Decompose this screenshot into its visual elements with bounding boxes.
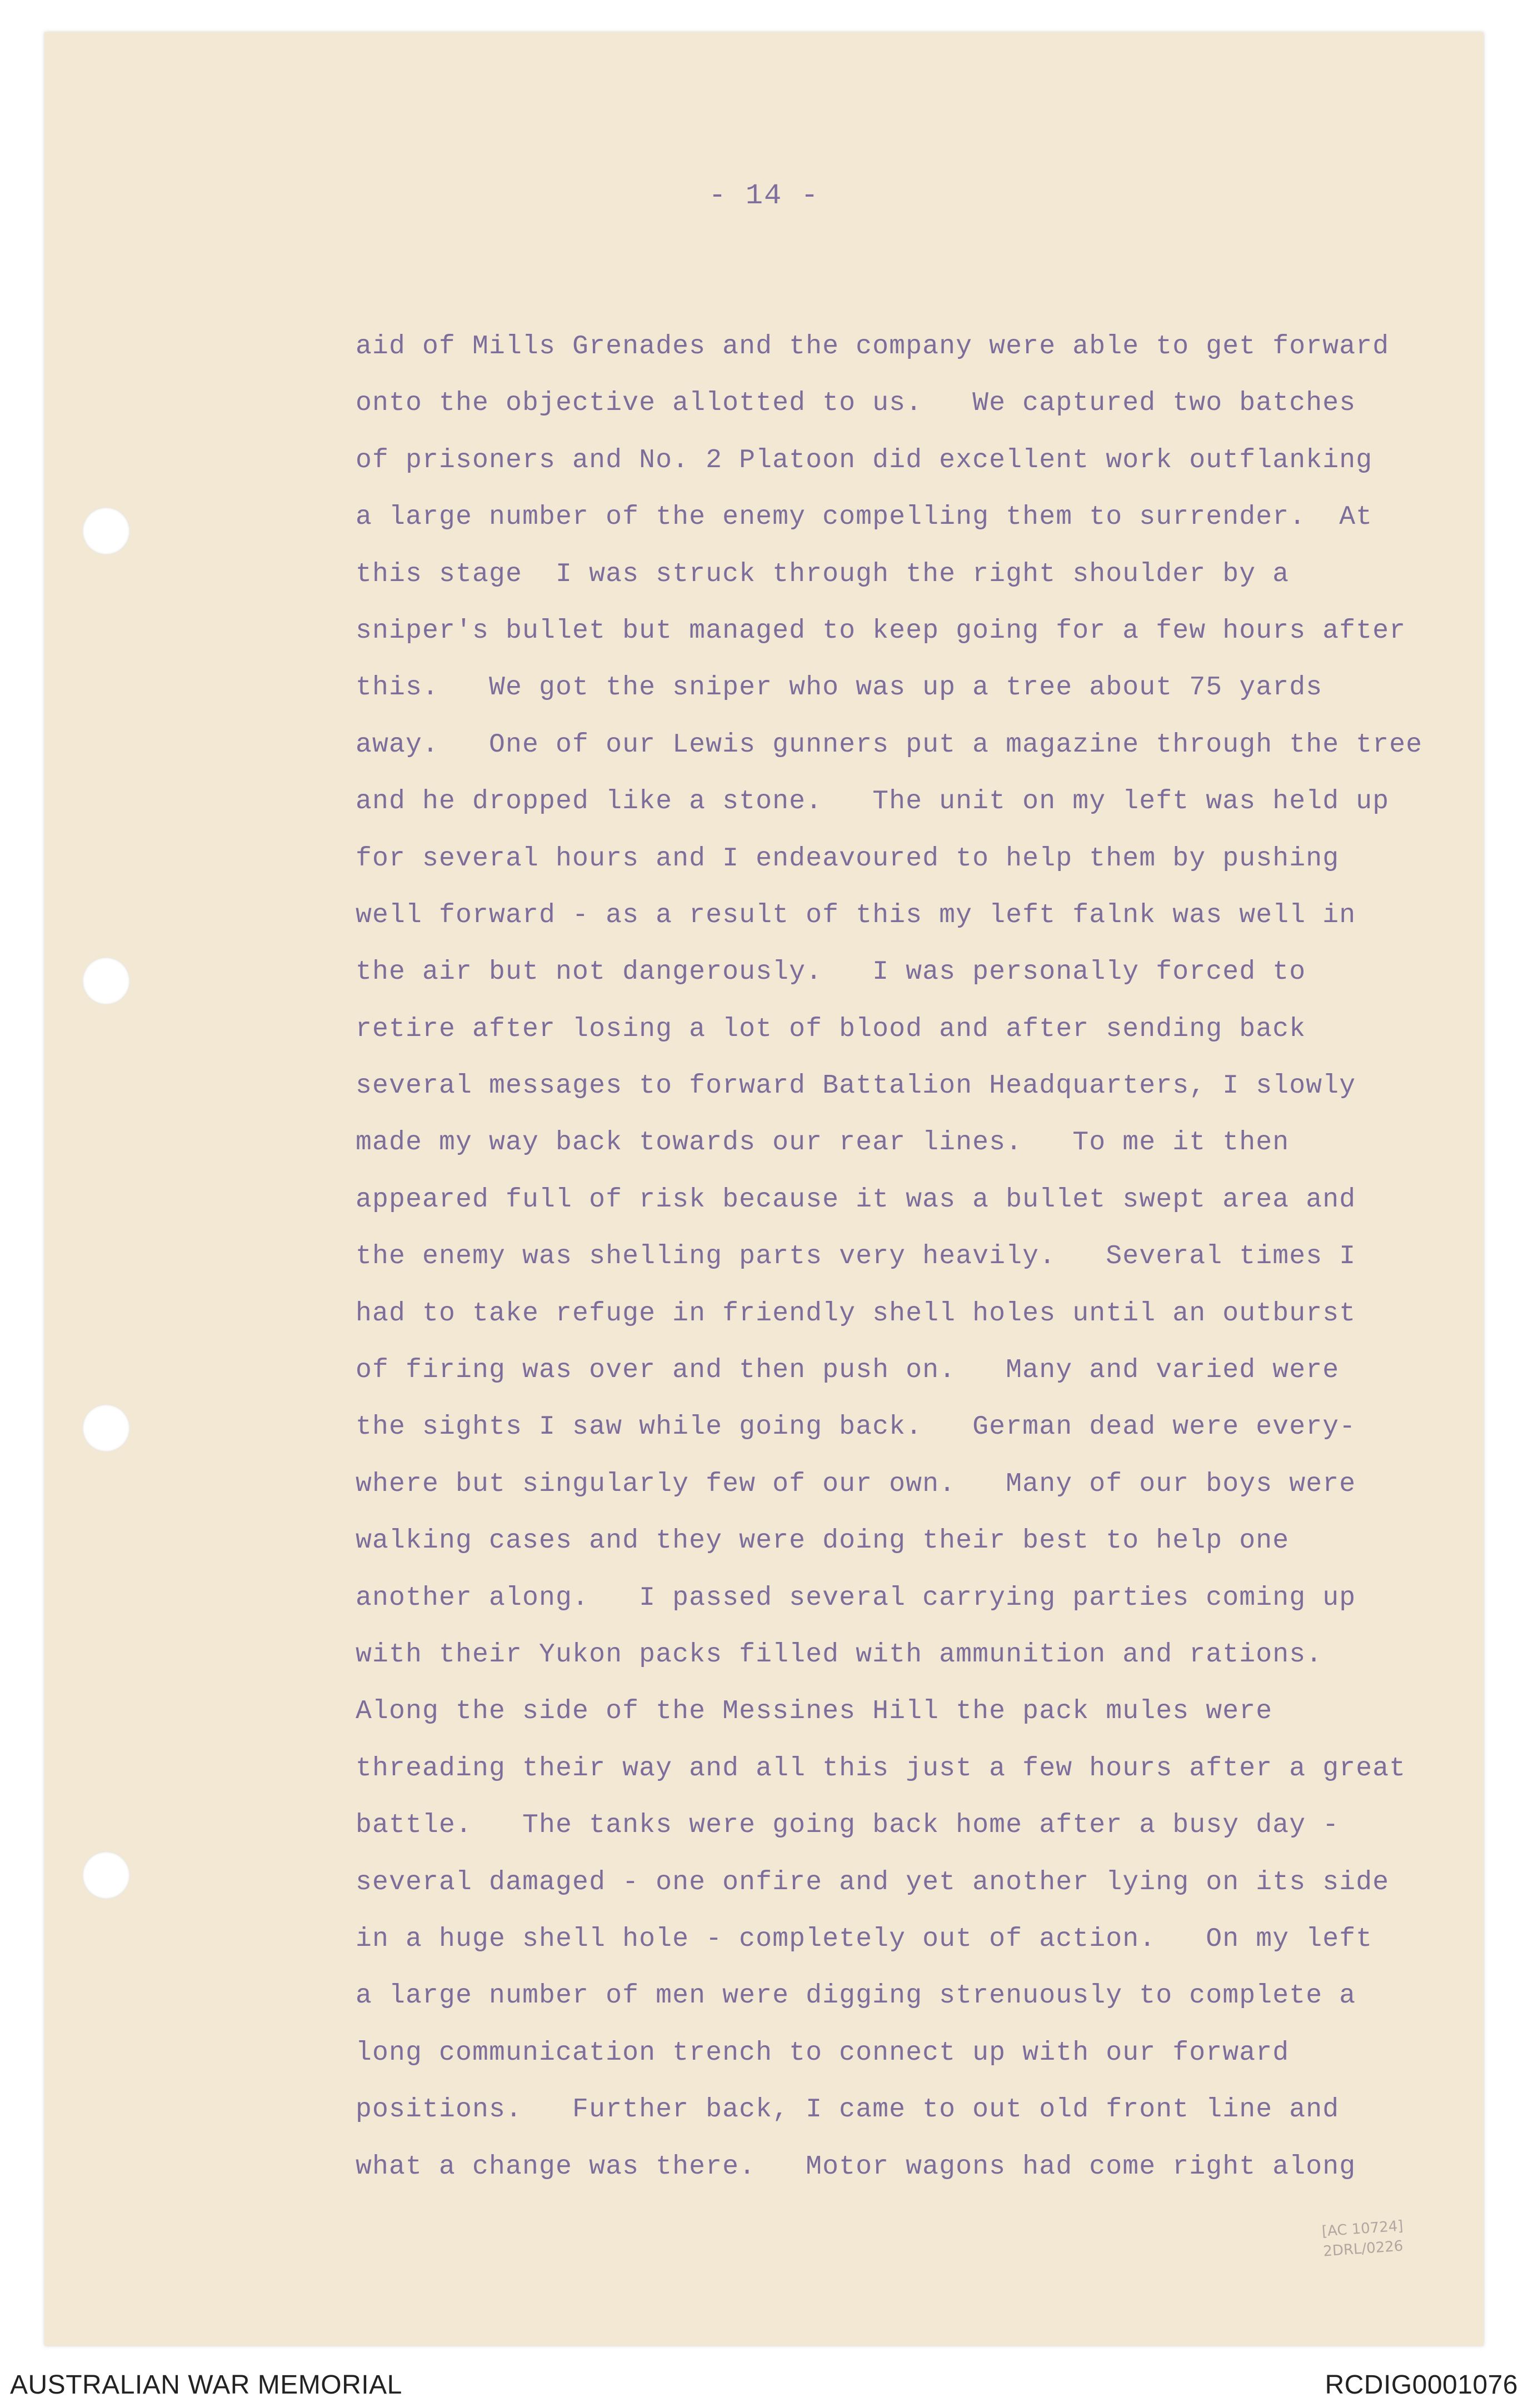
text-line: and he dropped like a stone. The unit on my left was held up: [356, 787, 1390, 817]
punch-hole-2: [82, 957, 130, 1005]
typed-page: [44, 32, 1484, 2346]
text-line: retire after losing a lot of blood and after sending back: [356, 1014, 1306, 1044]
text-line: well forward - as a result of this my left falnk was well in: [356, 900, 1356, 930]
punch-hole-1: [82, 507, 130, 555]
text-line: appeared full of risk because it was a bullet swept area and: [356, 1184, 1356, 1215]
text-line: of firing was over and then push on. Many and varied were: [356, 1355, 1340, 1386]
text-line: the enemy was shelling parts very heavily. Several times I: [356, 1241, 1356, 1272]
typed-text-body: [356, 318, 1522, 2195]
footer-bar: [0, 2361, 1528, 2408]
footer-institution: AUSTRALIAN WAR MEMORIAL: [10, 2370, 402, 2400]
text-line: the air but not dangerously. I was personally forced to: [356, 957, 1306, 988]
text-line: positions. Further back, I came to out old front line and: [356, 2095, 1340, 2125]
punch-hole-4: [82, 1851, 130, 1899]
text-line: for several hours and I endeavoured to help them by pushing: [356, 843, 1340, 874]
text-line: another along. I passed several carrying parties coming up: [356, 1583, 1356, 1613]
text-line: several damaged - one onfire and yet another lying on its side: [356, 1867, 1390, 1898]
text-line: several messages to forward Battalion Headquarters, I slowly: [356, 1071, 1356, 1102]
text-line: what a change was there. Motor wagons had come right along: [356, 2151, 1356, 2182]
page-number: - 14 -: [708, 179, 820, 212]
text-line: this. We got the sniper who was up a tree about 75 yards: [356, 673, 1323, 703]
text-line: in a huge shell hole - completely out of action. On my left: [356, 1924, 1373, 1954]
text-line: this stage I was struck through the right shoulder by a: [356, 559, 1290, 589]
text-line: sniper's bullet but managed to keep going for a few hours after: [356, 615, 1406, 646]
text-line: threading their way and all this just a few hours after a great: [356, 1753, 1406, 1784]
punch-hole-3: [82, 1404, 130, 1452]
text-line: long communication trench to connect up with our forward: [356, 2037, 1290, 2068]
text-line: battle. The tanks were going back home after a busy day -: [356, 1810, 1340, 1841]
text-line: walking cases and they were doing their best to help one: [356, 1526, 1290, 1556]
text-line: a large number of men were digging strenuously to complete a: [356, 1981, 1356, 2011]
archive-pencil-note: [AC 10724] 2DRL/0226: [1321, 2217, 1404, 2260]
footer-record-id: RCDIG0001076: [1325, 2370, 1518, 2400]
text-line: a large number of the enemy compelling them to surrender. At: [356, 502, 1373, 533]
text-line: made my way back towards our rear lines. To me it then: [356, 1128, 1290, 1158]
text-line: of prisoners and No. 2 Platoon did excellent work outflanking: [356, 445, 1373, 475]
text-line: aid of Mills Grenades and the company were able to get forward: [356, 332, 1390, 362]
text-line: away. One of our Lewis gunners put a magazine through the tree: [356, 729, 1423, 760]
text-line: Along the side of the Messines Hill the pack mules were: [356, 1696, 1273, 1727]
text-line: the sights I saw while going back. German dead were every-: [356, 1412, 1356, 1443]
text-line: onto the objective allotted to us. We captured two batches: [356, 388, 1356, 419]
text-line: with their Yukon packs filled with ammunition and rations.: [356, 1639, 1323, 1670]
text-line: where but singularly few of our own. Many of our boys were: [356, 1469, 1356, 1499]
text-line: had to take refuge in friendly shell holes until an outburst: [356, 1298, 1356, 1329]
